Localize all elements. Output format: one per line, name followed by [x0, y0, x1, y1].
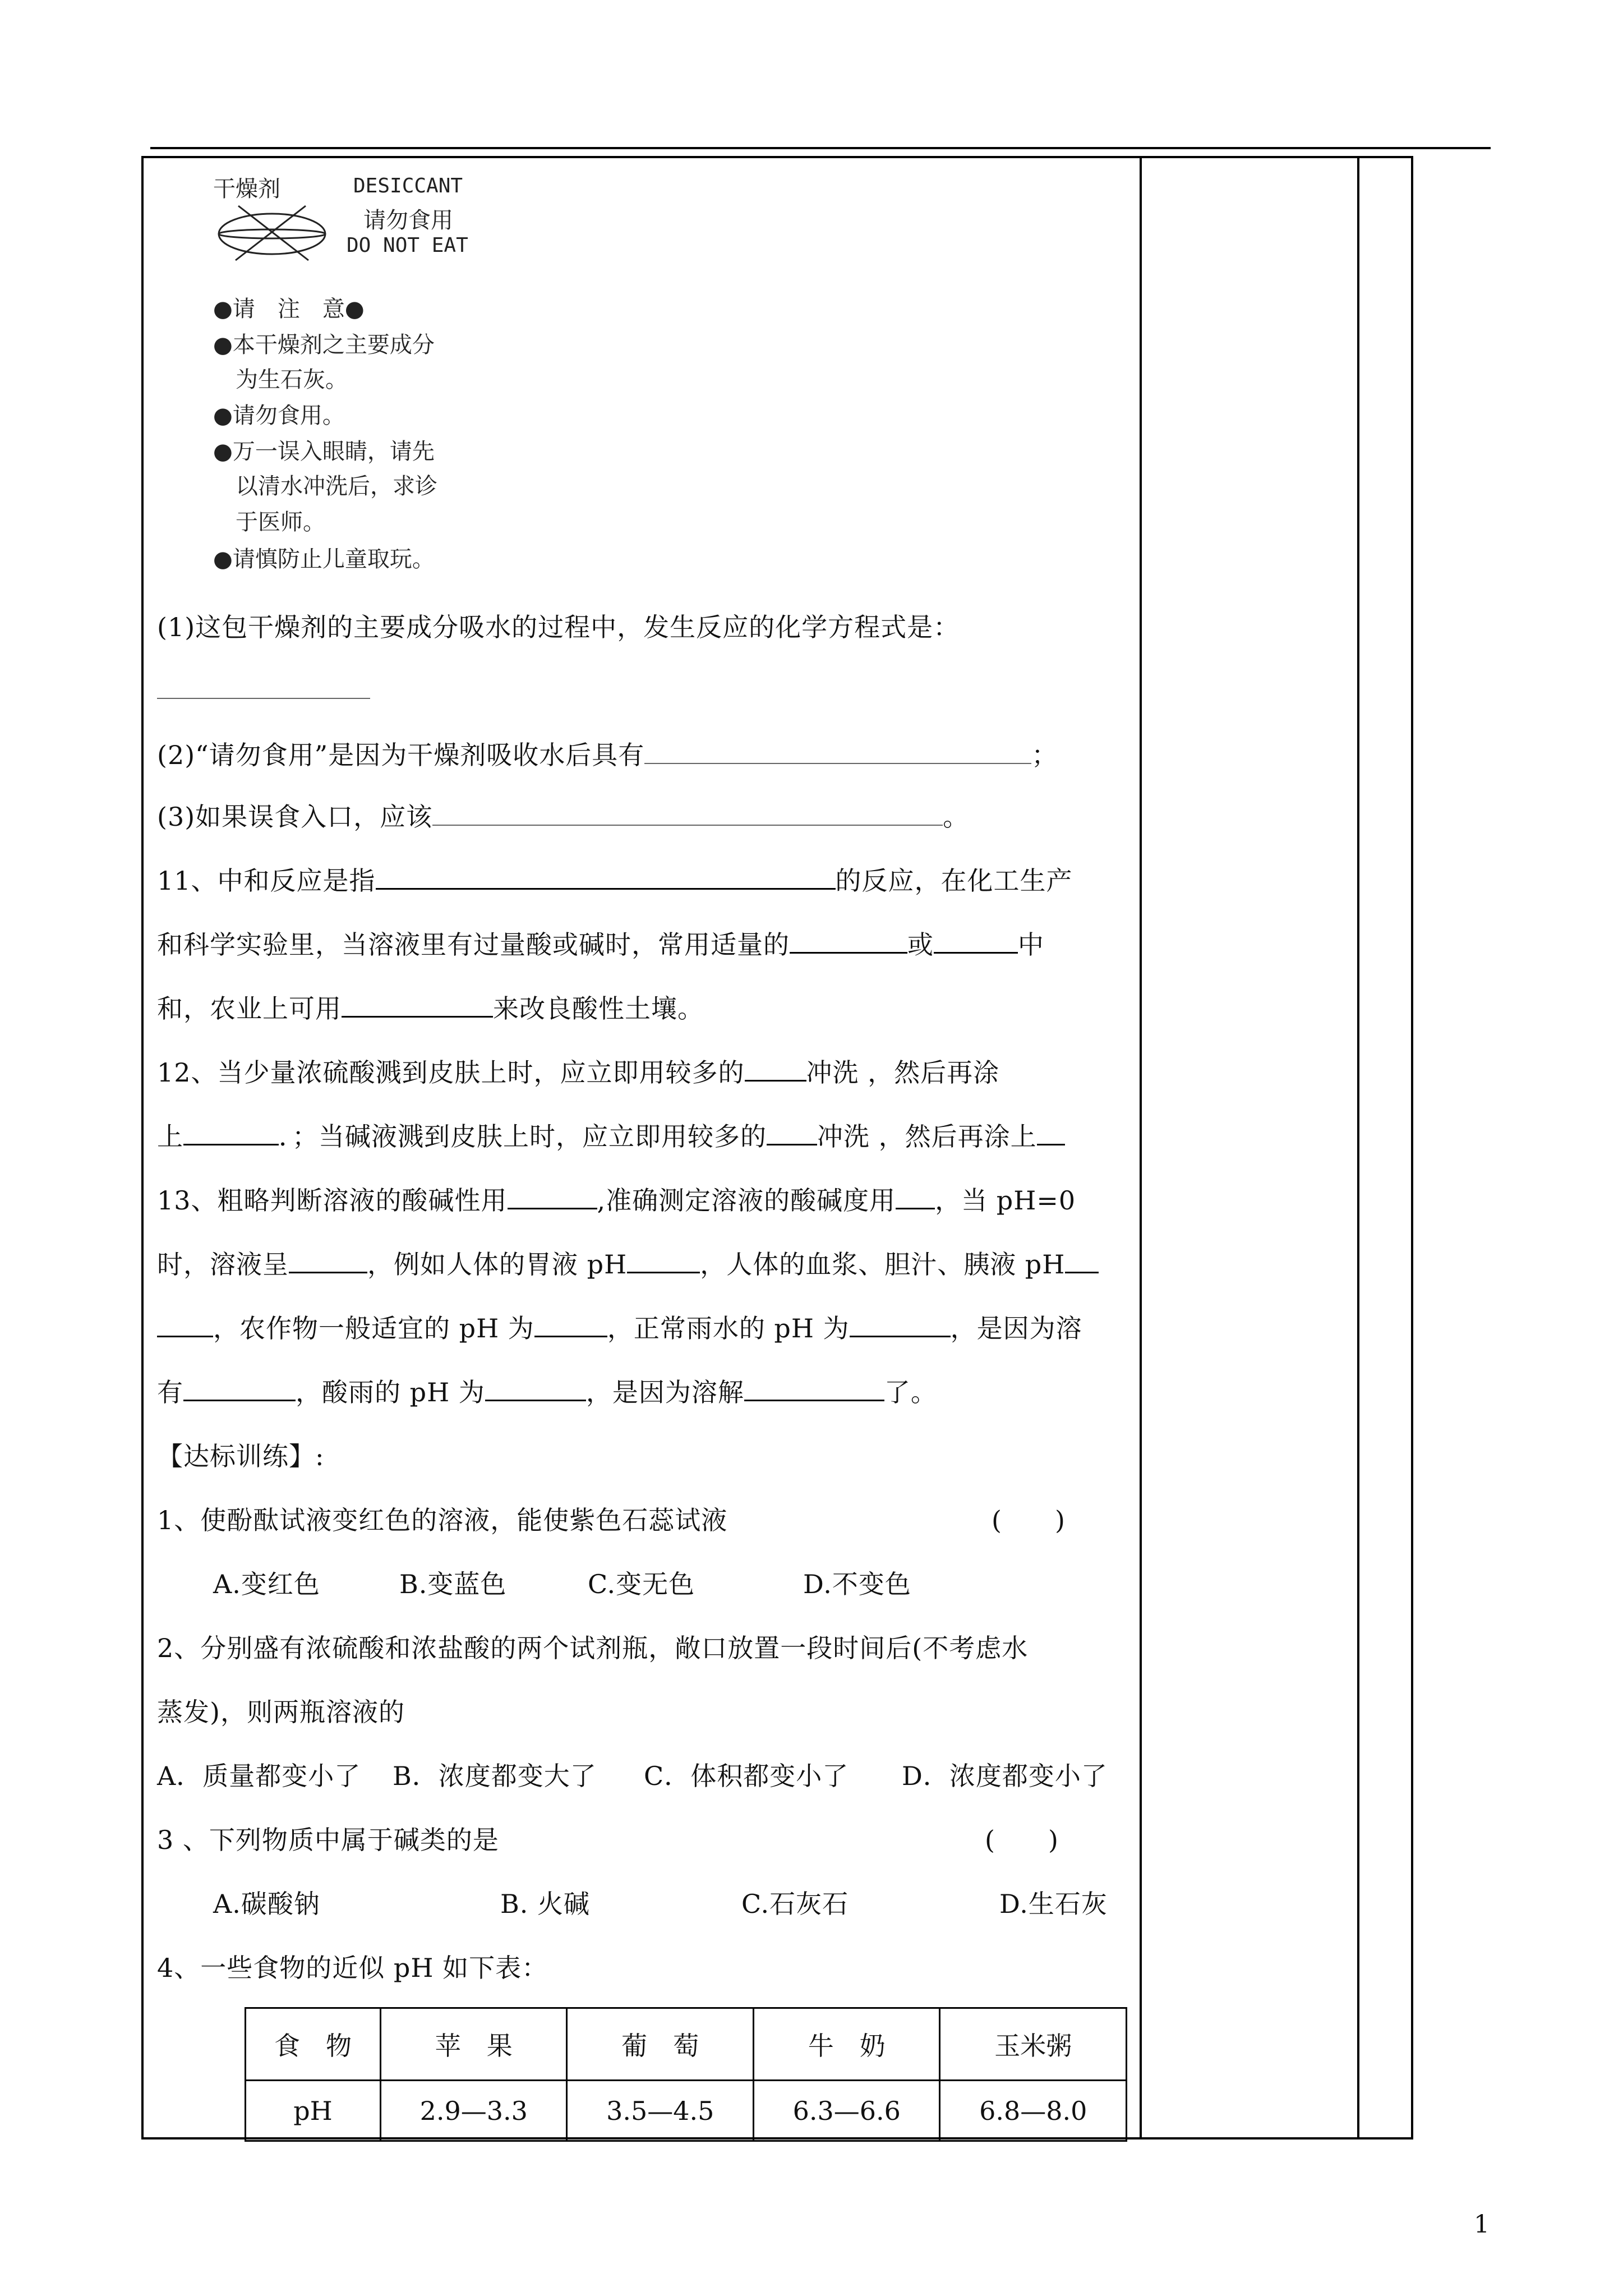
q12-line-2	[157, 1116, 1065, 1153]
training-q2-line-1: 2、分别盛有浓硫酸和浓盐酸的两个试剂瓶，敞口放置一段时间后(不考虑水	[157, 1633, 1029, 1663]
q13-line-3	[157, 1308, 1082, 1345]
q12-text: ．；当碱液溅到皮肤上时，应立即用较多的	[279, 1121, 767, 1152]
page-number: 1	[1474, 2210, 1490, 2239]
q13-text: ，正常雨水的 pH 为	[607, 1313, 850, 1343]
q11-line-2	[157, 924, 1044, 961]
q12-text: 上	[157, 1121, 183, 1152]
q11-text: 来改良酸性土壤。	[493, 993, 704, 1024]
q2-option[interactable]: C．体积都变小了	[644, 1761, 849, 1791]
q12-text: 12、当少量浓硫酸溅到皮肤上时，应立即用较多的	[157, 1057, 745, 1088]
q13-text: 13、粗略判断溶液的酸碱性用	[157, 1185, 508, 1216]
answer-blank[interactable]	[790, 926, 907, 954]
answer-blank[interactable]	[744, 1374, 884, 1401]
answer-blank[interactable]	[644, 737, 1031, 764]
q12-text: 冲洗 ，然后再涂	[806, 1057, 1000, 1088]
label-notice-line: 以清水冲洗后，求诊	[213, 473, 437, 499]
q13-text: ，当 pH=0	[935, 1185, 1076, 1216]
answer-blank[interactable]	[627, 1246, 700, 1273]
q10-item-3-text: (3)如果误食入口，应该	[157, 802, 433, 832]
answer-blank[interactable]	[508, 1182, 597, 1209]
q10-item-1-answer	[157, 672, 370, 705]
q10-item-1	[157, 607, 960, 644]
answer-blank[interactable]	[183, 1118, 279, 1145]
column-divider-1	[1140, 158, 1142, 2137]
q13-text: 有	[157, 1377, 183, 1407]
answer-blank[interactable]	[934, 926, 1018, 954]
q10-item-2-end: ；	[1031, 740, 1058, 770]
ph-table-header-row	[246, 2008, 1127, 2081]
table-cell: 2.9—3.3	[380, 2081, 567, 2141]
table-cell: 6.3—6.6	[753, 2081, 940, 2141]
answer-blank[interactable]	[157, 1310, 213, 1337]
q13-text: ，是因为溶解	[585, 1377, 744, 1407]
training-q1	[157, 1500, 727, 1537]
label-dont-eat-cn: 请勿食用	[363, 208, 453, 233]
q10-item-2-text: (2)“请勿食用”是因为干燥剂吸收水后具有	[157, 740, 645, 770]
q2-option[interactable]: A．质量都变小了	[157, 1761, 361, 1791]
q3-option[interactable]: B. 火碱	[500, 1889, 591, 1919]
q12-line-1	[157, 1052, 999, 1089]
label-dont-eat-en: DO NOT EAT	[347, 234, 468, 257]
q13-line-2	[157, 1244, 1099, 1281]
answer-blank[interactable]	[289, 1246, 367, 1273]
table-cell: 3.5—4.5	[567, 2081, 754, 2141]
q11-text: 和，农业上可用	[157, 993, 342, 1024]
label-notice-line: 于医师。	[213, 509, 325, 535]
answer-blank[interactable]	[534, 1310, 607, 1337]
q11-line-3	[157, 988, 704, 1025]
q1-option[interactable]: B.变蓝色	[399, 1569, 507, 1599]
q2-option[interactable]: B．浓度都变大了	[393, 1761, 597, 1791]
q1-option[interactable]: A.变红色	[213, 1569, 320, 1599]
q3-option[interactable]: A.碳酸钠	[213, 1889, 320, 1919]
table-cell: pH	[246, 2081, 381, 2141]
answer-blank[interactable]	[745, 1054, 806, 1082]
training-q1-paren: ( )	[992, 1505, 1066, 1535]
q13-text: ，酸雨的 pH 为	[296, 1377, 485, 1407]
q11-line-1	[157, 861, 1073, 898]
answer-blank[interactable]	[1065, 1246, 1099, 1273]
answer-blank[interactable]	[432, 799, 943, 826]
label-title-cn: 干燥剂	[213, 176, 280, 202]
q10-item-3	[157, 797, 969, 834]
q11-text: 的反应，在化工生产	[835, 866, 1073, 896]
q13-text: ，是因为溶	[950, 1313, 1082, 1343]
q13-text: ，例如人体的胃液 pH	[367, 1249, 628, 1280]
label-notice-line: ●万一误入眼睛，请先	[213, 439, 435, 464]
column-divider-2	[1357, 158, 1359, 2137]
training-heading: 【达标训练】:	[157, 1441, 325, 1471]
q13-text: ，人体的血浆、胆汁、胰液 pH	[700, 1249, 1066, 1280]
q2-option[interactable]: D．浓度都变小了	[902, 1761, 1108, 1791]
q11-text: 或	[907, 930, 934, 960]
q11-text: 中	[1018, 930, 1044, 960]
answer-blank[interactable]	[157, 672, 370, 699]
training-q2-line-2: 蒸发)，则两瓶溶液的	[157, 1697, 405, 1727]
table-cell: 食 物	[246, 2008, 381, 2081]
q11-text: 11、中和反应是指	[157, 866, 376, 896]
ph-table-value-row	[246, 2081, 1127, 2141]
q10-item-2	[157, 735, 1058, 772]
label-notice-line: ●请勿食用。	[213, 403, 345, 429]
q11-text: 和科学实验里，当溶液里有过量酸或碱时，常用适量的	[157, 930, 790, 960]
q13-text: ,准确测定溶液的酸碱度用	[597, 1185, 896, 1216]
training-q4: 4、一些食物的近似 pH 如下表：	[157, 1953, 548, 1983]
answer-blank[interactable]	[896, 1182, 935, 1209]
label-notice-line: ●请慎防止儿童取玩。	[213, 546, 435, 572]
q10-item-1-text: (1)这包干燥剂的主要成分吸水的过程中，发生反应的化学方程式是：	[157, 612, 960, 642]
answer-blank[interactable]	[376, 862, 836, 890]
answer-blank[interactable]	[342, 990, 493, 1018]
q13-text: ，农作物一般适宜的 pH 为	[213, 1313, 534, 1343]
q1-option[interactable]: D.不变色	[803, 1569, 911, 1599]
header-rule	[150, 147, 1491, 149]
table-cell: 苹 果	[380, 2008, 567, 2081]
q3-option[interactable]: D.生石灰	[999, 1889, 1108, 1919]
answer-blank[interactable]	[767, 1118, 817, 1145]
no-eat-icon	[213, 201, 331, 263]
answer-blank[interactable]	[485, 1374, 586, 1401]
q12-text: 冲洗 ，然后再涂上	[817, 1121, 1037, 1152]
q10-item-3-end: 。	[943, 802, 970, 832]
q13-line-4	[157, 1372, 937, 1409]
table-cell: 牛 奶	[753, 2008, 940, 2081]
table-cell: 玉米粥	[940, 2008, 1127, 2081]
answer-blank[interactable]	[850, 1310, 951, 1337]
label-notice-header: ●请 注 意●	[213, 296, 365, 322]
answer-blank[interactable]	[1037, 1118, 1065, 1145]
answer-blank[interactable]	[183, 1374, 296, 1401]
q13-text: 时，溶液呈	[157, 1249, 289, 1280]
q1-option[interactable]: C.变无色	[588, 1569, 695, 1599]
ph-table	[245, 2007, 1127, 2142]
training-q3-paren: ( )	[985, 1825, 1059, 1855]
training-q3: 3 、下列物质中属于碱类的是	[157, 1825, 499, 1855]
table-cell: 6.8—8.0	[940, 2081, 1127, 2141]
label-notice-line: 为生石灰。	[213, 367, 348, 393]
training-q1-text: 1、使酚酞试液变红色的溶液，能使紫色石蕊试液	[157, 1505, 728, 1535]
q13-text: 了。	[884, 1377, 937, 1407]
table-cell: 葡 萄	[567, 2008, 754, 2081]
q13-line-1	[157, 1180, 1076, 1217]
label-notice-line: ●本干燥剂之主要成分	[213, 332, 435, 358]
q3-option[interactable]: C.石灰石	[741, 1889, 849, 1919]
desiccant-label	[213, 171, 527, 581]
label-title-en: DESICCANT	[353, 174, 463, 197]
